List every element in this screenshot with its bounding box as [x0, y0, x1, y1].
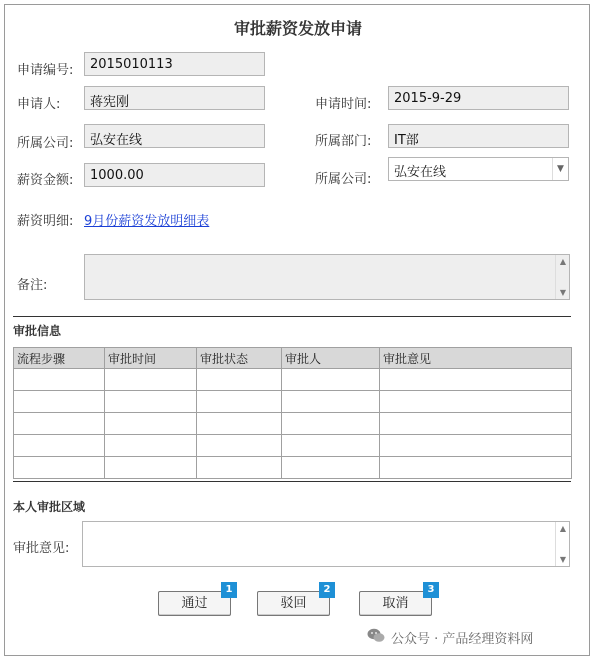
- table-cell: [14, 413, 105, 435]
- col-header: 审批时间: [105, 348, 197, 369]
- detail-label: 薪资明细:: [17, 214, 74, 229]
- my-approval-title: 本人审批区域: [13, 500, 86, 514]
- table-cell: [197, 391, 282, 413]
- table-cell: [282, 457, 380, 479]
- table-row: [14, 391, 572, 413]
- col-header: 流程步骤: [14, 348, 105, 369]
- applicant-label: 申请人:: [17, 97, 61, 112]
- remark-scrollbar[interactable]: [555, 255, 569, 299]
- table-cell: [197, 457, 282, 479]
- table-cell: [14, 391, 105, 413]
- table-cell: [380, 457, 572, 479]
- table-cell: [380, 391, 572, 413]
- col-header: 审批意见: [380, 348, 572, 369]
- company-select[interactable]: [388, 157, 569, 181]
- dept-label: 所属部门:: [315, 134, 372, 149]
- chevron-down-icon[interactable]: ▼: [552, 158, 568, 180]
- app-no-field[interactable]: 2015010113: [84, 52, 265, 76]
- company-label: 所属公司:: [17, 136, 74, 151]
- scroll-up-icon[interactable]: ▲: [559, 524, 567, 533]
- approval-table: [13, 347, 572, 479]
- badge-1: 1: [221, 582, 237, 598]
- scroll-down-icon[interactable]: ▼: [559, 555, 567, 564]
- table-row: [14, 369, 572, 391]
- table-cell: [380, 413, 572, 435]
- page-title: 审批薪资发放申请: [233, 19, 362, 38]
- table-cell: [197, 369, 282, 391]
- table-cell: [380, 435, 572, 457]
- watermark-text: 公众号 · 产品经理资料网: [391, 632, 534, 647]
- approval-info-title: 审批信息: [13, 324, 62, 338]
- remark-label: 备注:: [17, 278, 48, 293]
- divider: [13, 481, 571, 482]
- table-cell: [14, 457, 105, 479]
- scroll-up-icon[interactable]: ▲: [559, 257, 567, 266]
- opinion-label: 审批意见:: [13, 541, 70, 556]
- table-header-row: [14, 348, 572, 369]
- company2-label: 所属公司:: [315, 172, 372, 187]
- table-cell: [105, 413, 197, 435]
- divider: [13, 316, 571, 317]
- table-cell: [14, 435, 105, 457]
- col-header: 审批人: [282, 348, 380, 369]
- applicant-field[interactable]: 蒋宪刚: [84, 86, 265, 110]
- watermark: [367, 628, 533, 647]
- table-cell: [105, 457, 197, 479]
- table-cell: [197, 413, 282, 435]
- table-row: [14, 413, 572, 435]
- approve-button[interactable]: 通过: [158, 591, 231, 616]
- table-row: [14, 435, 572, 457]
- table-cell: [282, 413, 380, 435]
- opinion-scrollbar[interactable]: [555, 522, 569, 566]
- table-cell: [105, 435, 197, 457]
- wechat-icon: [367, 628, 385, 647]
- apply-time-label: 申请时间:: [315, 97, 372, 112]
- dept-field[interactable]: IT部: [388, 124, 569, 148]
- amount-label: 薪资金额:: [17, 173, 74, 188]
- reject-button[interactable]: 驳回: [257, 591, 330, 616]
- col-header: 审批状态: [197, 348, 282, 369]
- table-cell: [380, 369, 572, 391]
- table-cell: [105, 391, 197, 413]
- company-field[interactable]: 弘安在线: [84, 124, 265, 148]
- table-cell: [282, 391, 380, 413]
- table-cell: [282, 435, 380, 457]
- remark-textarea[interactable]: [84, 254, 570, 300]
- scroll-down-icon[interactable]: ▼: [559, 288, 567, 297]
- apply-time-field[interactable]: 2015-9-29: [388, 86, 569, 110]
- app-no-label: 申请编号:: [17, 63, 74, 78]
- table-cell: [105, 369, 197, 391]
- badge-2: 2: [319, 582, 335, 598]
- company-select-value: 弘安在线: [394, 165, 447, 180]
- badge-3: 3: [423, 582, 439, 598]
- detail-link[interactable]: 9月份薪资发放明细表: [84, 214, 210, 229]
- opinion-textarea[interactable]: [82, 521, 570, 567]
- table-cell: [282, 369, 380, 391]
- amount-field[interactable]: 1000.00: [84, 163, 265, 187]
- table-row: [14, 457, 572, 479]
- cancel-button[interactable]: 取消: [359, 591, 432, 616]
- table-cell: [197, 435, 282, 457]
- table-cell: [14, 369, 105, 391]
